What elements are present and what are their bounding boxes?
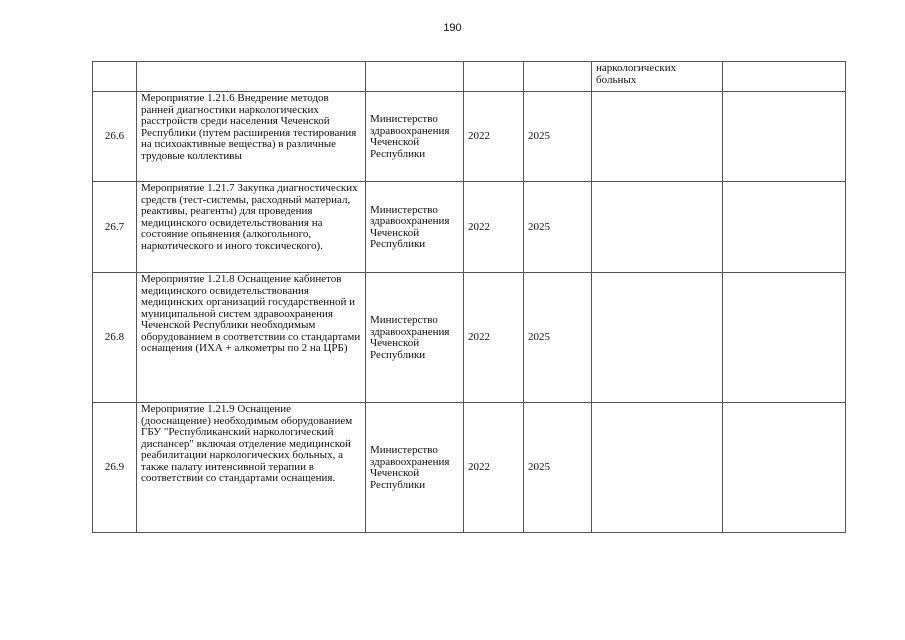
cell-year-start: [464, 62, 524, 92]
cell-indicator: [592, 273, 723, 403]
cell-empty: [723, 92, 846, 182]
activities-table: [92, 61, 846, 533]
table-row-carryover: [93, 62, 846, 92]
cell-indicator: [592, 182, 723, 273]
cell-year-end: 2025: [524, 182, 592, 273]
cell-description: Мероприятие 1.21.6 Внедрение методов ранней диагностики наркологических расстройств среди населения Чеченской Республики (путем расширения тестирования на психоактивные вещества) в различные трудовые коллективы: [137, 92, 366, 182]
cell-year-end: 2025: [524, 273, 592, 403]
cell-indicator: [592, 403, 723, 533]
cell-description: Мероприятие 1.21.9 Оснащение (дооснащение) необходимым оборудованием ГБУ "Республиканский наркологический диспансер" включая отделение медицинской реабилитации наркологических больных, а также палату интенсивной терапии в соответствии со стандартами оснащения.: [137, 403, 366, 533]
cell-year-start: 2022: [464, 273, 524, 403]
cell-ministry: Министерство здравоохранения Чеченской Республики: [366, 92, 464, 182]
cell-year-start: 2022: [464, 182, 524, 273]
cell-ministry: [366, 62, 464, 92]
table-row: [93, 403, 846, 533]
cell-num: 26.8: [93, 273, 137, 403]
table-row: [93, 273, 846, 403]
cell-ministry: Министерство здравоохранения Чеченской Республики: [366, 182, 464, 273]
cell-ministry: Министерство здравоохранения Чеченской Республики: [366, 273, 464, 403]
cell-empty: [723, 403, 846, 533]
cell-year-end: 2025: [524, 403, 592, 533]
cell-year-start: 2022: [464, 403, 524, 533]
page-number: 190: [443, 22, 462, 34]
cell-empty: [723, 182, 846, 273]
cell-description: Мероприятие 1.21.8 Оснащение кабинетов медицинского освидетельствования медицинских организаций государственной и муниципальной систем здравоохранения Чеченской Республики необходимым оборудованием в соответствии со стандартами оснащения (ИХА + алкометры по 2 на ЦРБ): [137, 273, 366, 403]
cell-num: 26.6: [93, 92, 137, 182]
cell-description: [137, 62, 366, 92]
cell-ministry: Министерство здравоохранения Чеченской Республики: [366, 403, 464, 533]
cell-num: [93, 62, 137, 92]
cell-indicator: наркологических больных: [592, 62, 723, 92]
cell-year-start: 2022: [464, 92, 524, 182]
cell-empty: [723, 62, 846, 92]
cell-num: 26.7: [93, 182, 137, 273]
cell-year-end: 2025: [524, 92, 592, 182]
cell-indicator: [592, 92, 723, 182]
table-row: [93, 182, 846, 273]
table-row: [93, 92, 846, 182]
cell-empty: [723, 273, 846, 403]
cell-description: Мероприятие 1.21.7 Закупка диагностических средств (тест-системы, расходный материал, реактивы, реагенты) для проведения медицинского освидетельствования на состояние опьянения (алкогольного, наркотического и иного токсического).: [137, 182, 366, 273]
cell-num: 26.9: [93, 403, 137, 533]
cell-year-end: [524, 62, 592, 92]
